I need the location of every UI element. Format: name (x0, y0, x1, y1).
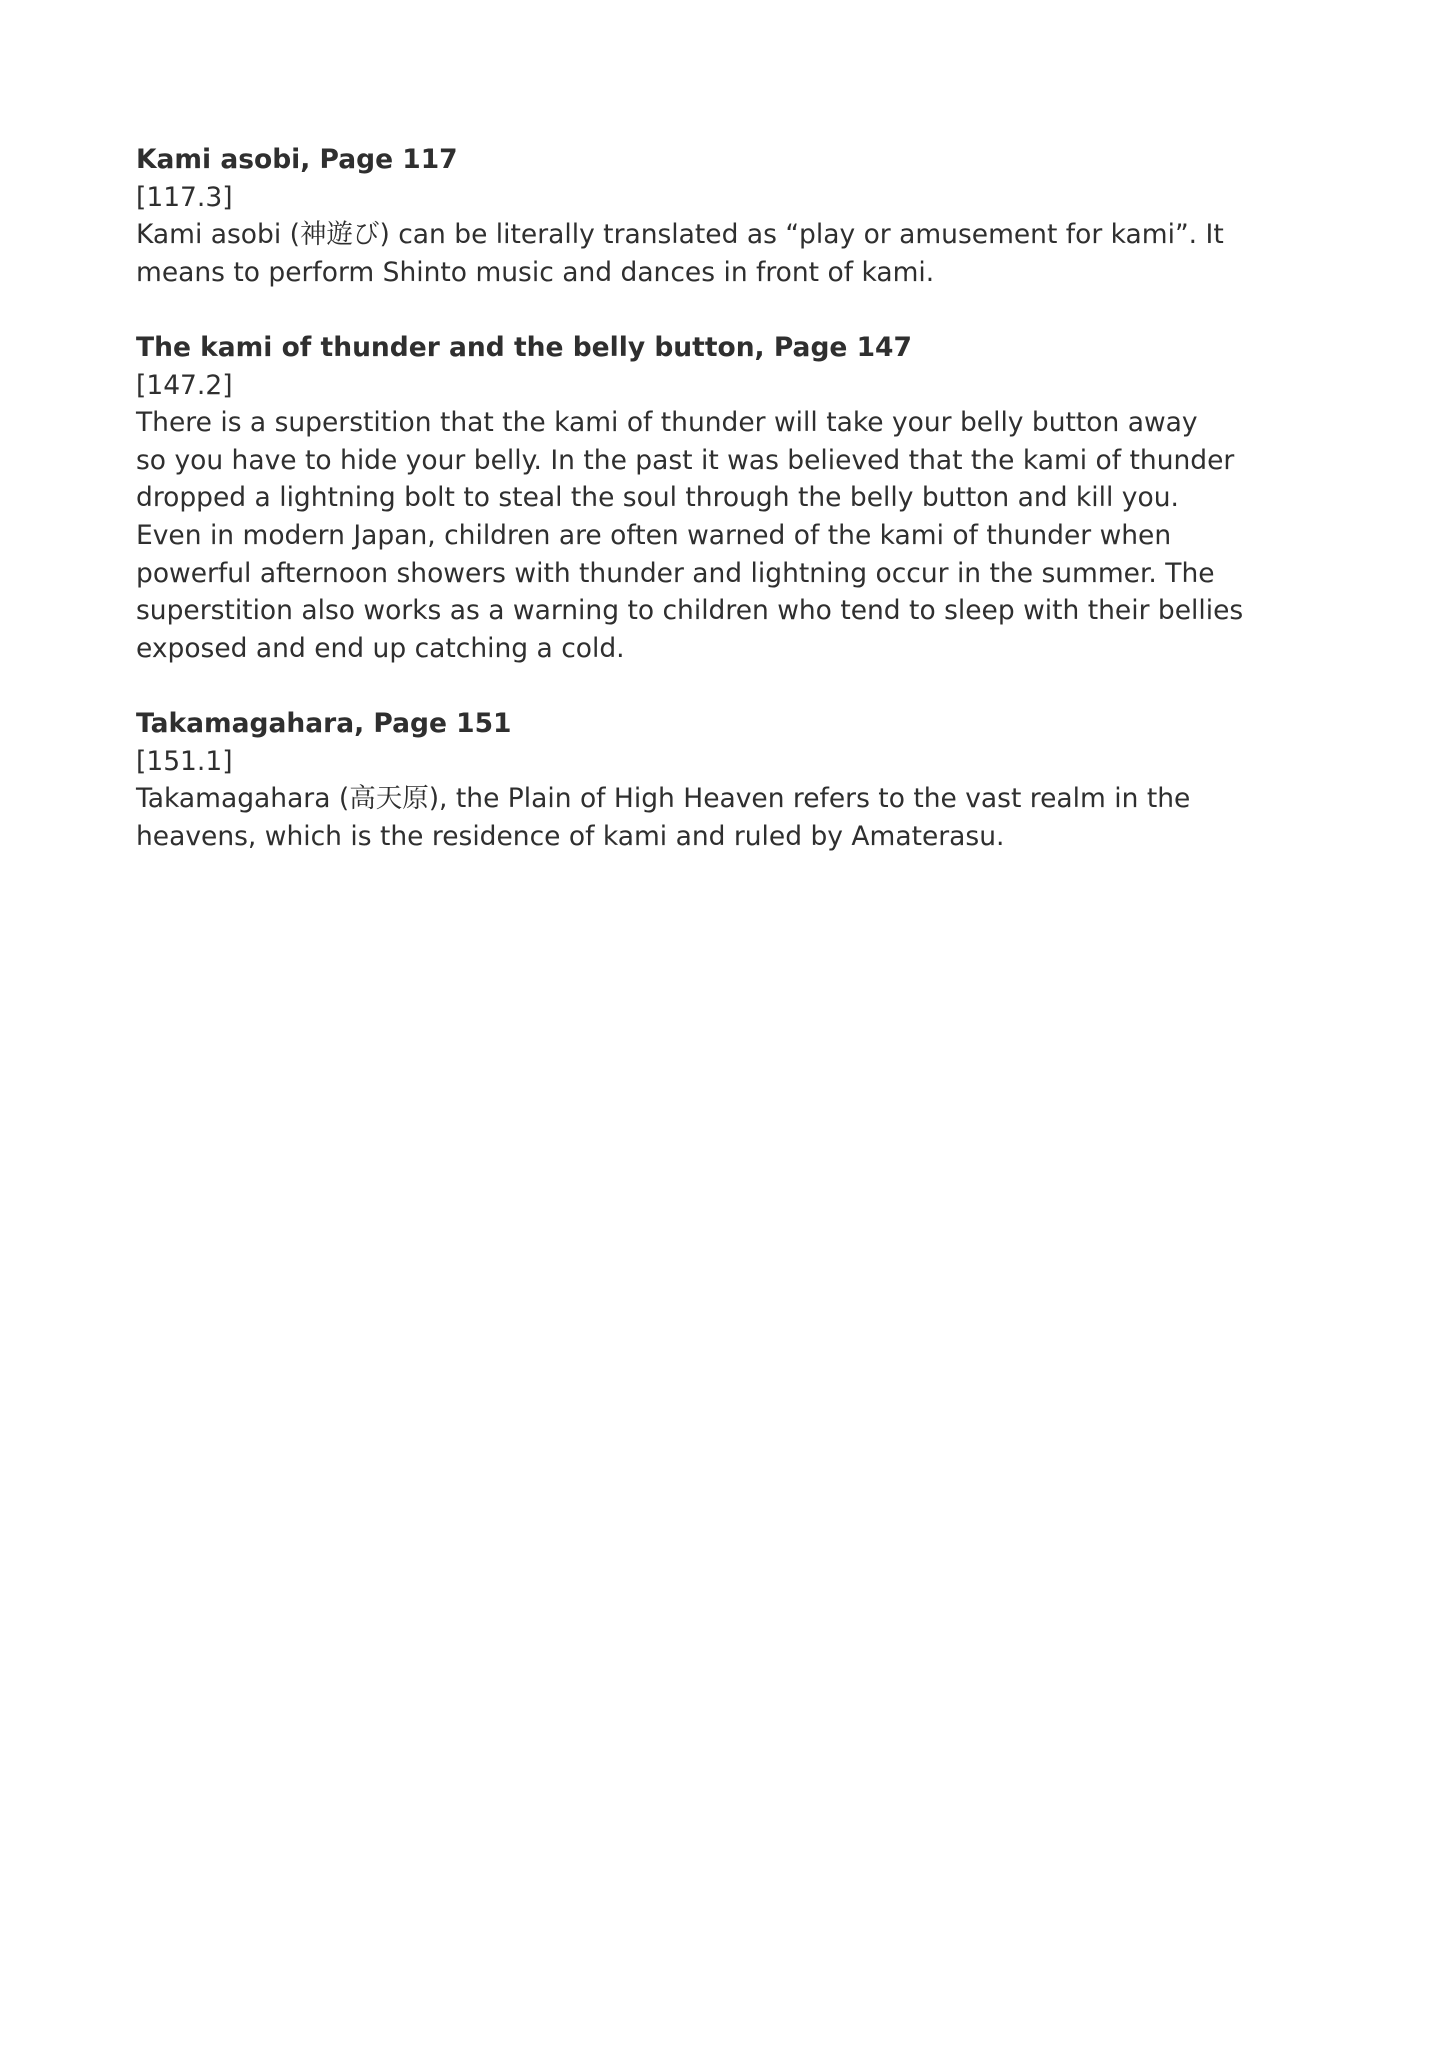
note-body-line: dropped a lightning bolt to steal the soul through the belly button and kill you. (136, 482, 1179, 514)
note-reference: [147.2] (136, 369, 233, 401)
note-section (136, 141, 1316, 291)
note-section (136, 329, 1316, 667)
document-page (136, 141, 1316, 893)
note-heading: Takamagahara, Page 151 (136, 707, 512, 739)
note-body-line: means to perform Shinto music and dances in front of kami. (136, 256, 935, 288)
note-body-line: powerful afternoon showers with thunder and lightning occur in the summer. The (136, 557, 1215, 589)
note-body-line: so you have to hide your belly. In the past it was believed that the kami of thunder (136, 444, 1235, 476)
note-body-line: heavens, which is the residence of kami and ruled by Amaterasu. (136, 820, 1005, 852)
note-section (136, 705, 1316, 855)
note-heading: Kami asobi, Page 117 (136, 144, 458, 175)
note-reference: [151.1] (136, 745, 233, 777)
note-body-line: Kami asobi (神遊び) can be literally translated as “play or amusement for kami”. It (136, 219, 1224, 251)
note-body-line: superstition also works as a warning to children who tend to sleep with their bellies (136, 595, 1244, 627)
note-body-line: exposed and end up catching a cold. (136, 632, 625, 664)
note-reference: [117.3] (136, 181, 233, 213)
note-body-line: There is a superstition that the kami of thunder will take your belly button away (136, 407, 1198, 439)
note-heading: The kami of thunder and the belly button, Page 147 (136, 331, 912, 363)
note-body-line: Takamagahara (高天原), the Plain of High Heaven refers to the vast realm in the (136, 783, 1191, 815)
note-body-line: Even in modern Japan, children are often warned of the kami of thunder when (136, 519, 1172, 551)
